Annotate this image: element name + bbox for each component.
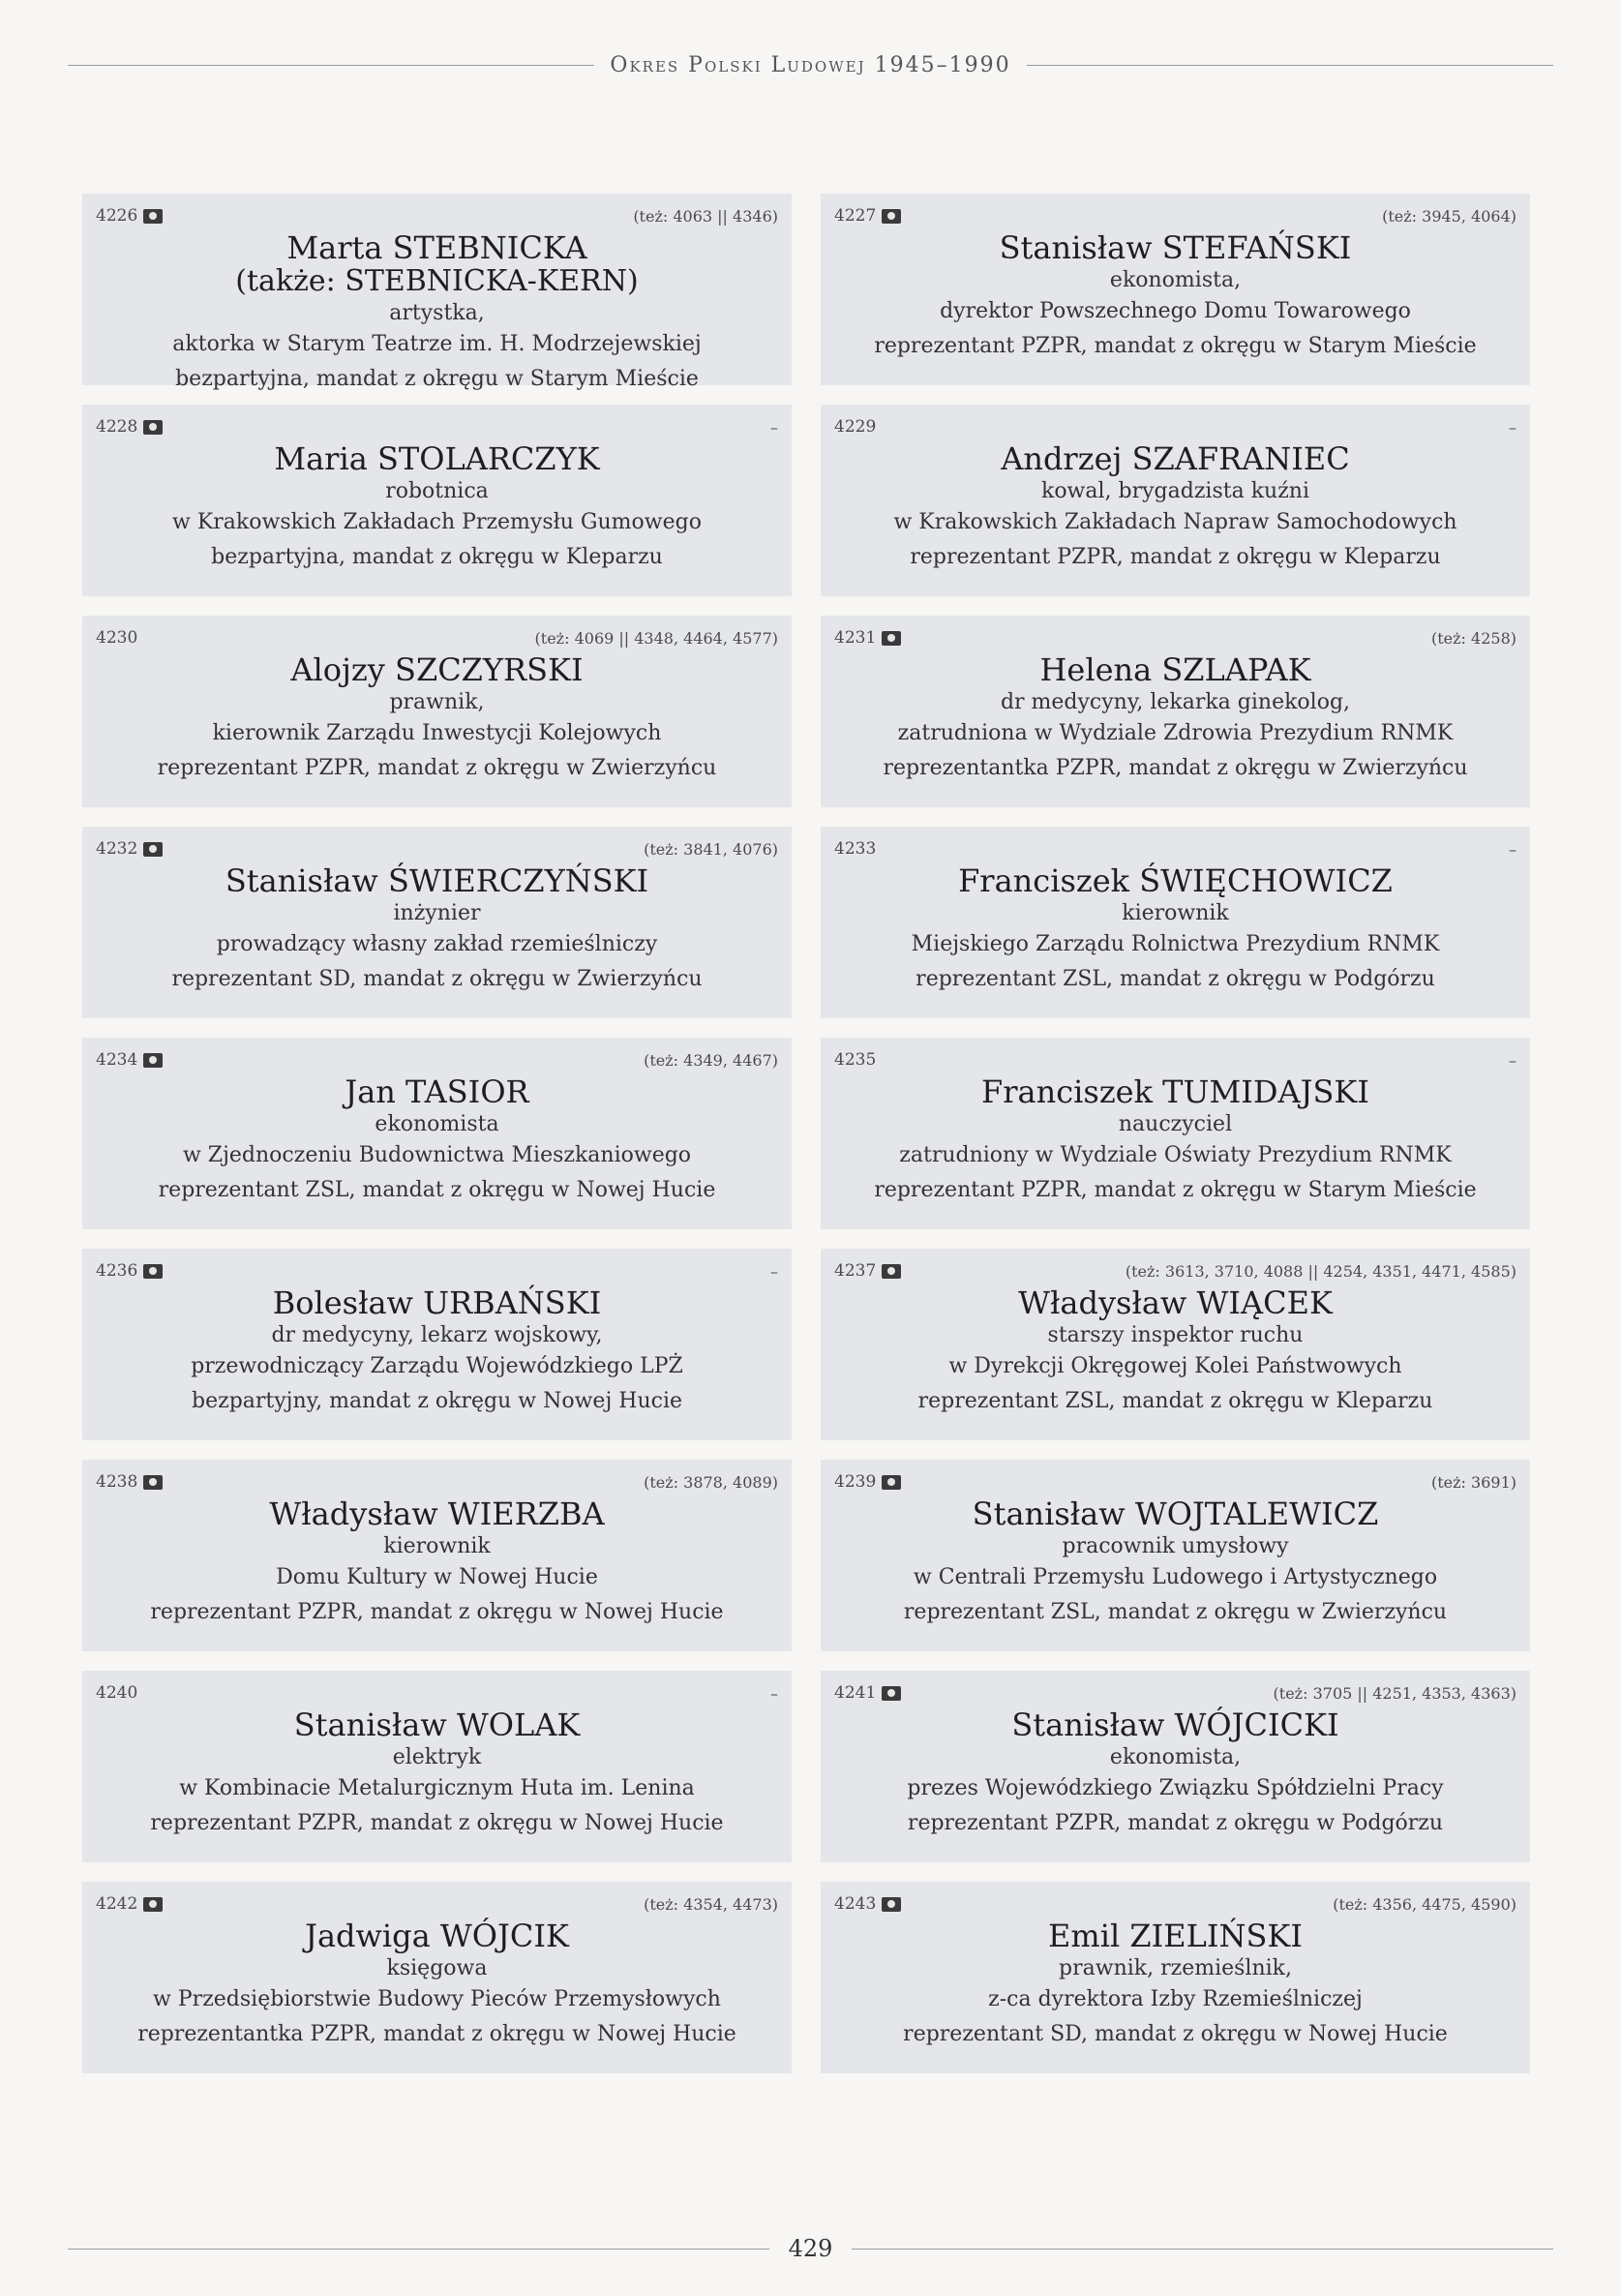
entry-top — [834, 1680, 1516, 1706]
entry-card — [82, 1038, 792, 1229]
entry-description-line: inżynier — [393, 901, 481, 925]
entry-description-line: starszy inspektor ruchu — [1047, 1323, 1304, 1347]
entry-top — [834, 414, 1516, 439]
entry-number — [96, 839, 163, 859]
entry-card — [821, 827, 1530, 1018]
entry-description-line: w Krakowskich Zakładach Przemysłu Gumowego — [172, 510, 702, 534]
entry-name: Marta STEBNICKA — [286, 229, 587, 266]
entry-description-line: nauczyciel — [1118, 1112, 1233, 1136]
entry-cross-reference: (też: 3705 || 4251, 4353, 4363) — [1273, 1683, 1516, 1703]
entry-description-line: przewodniczący Zarządu Wojewódzkiego LPŻ — [191, 1354, 683, 1378]
entry-cross-reference: (też: 4069 || 4348, 4464, 4577) — [534, 628, 778, 648]
entry-description-line: w Kombinacie Metalurgicznym Huta im. Lenina — [179, 1776, 695, 1800]
entry-number-text: 4239 — [834, 1472, 877, 1492]
entry-card — [821, 1038, 1530, 1229]
entry-top — [96, 1680, 778, 1706]
entry-number — [96, 628, 137, 648]
entry-description-line: aktorka w Starym Teatrze im. H. Modrzejewskiej — [172, 332, 702, 356]
entry-number-text: 4227 — [834, 206, 877, 226]
entry-name: Alojzy SZCZYRSKI — [290, 651, 584, 688]
photo-icon — [882, 1264, 901, 1279]
entry-top — [96, 1258, 778, 1284]
entry-description-line: dr medycyny, lekarz wojskowy, — [271, 1323, 603, 1347]
entry-top — [834, 625, 1516, 650]
entry-name: Władysław WIĄCEK — [1018, 1284, 1333, 1321]
entry-card — [821, 405, 1530, 596]
entry-number-text: 4236 — [96, 1261, 138, 1281]
entry-description-line: z-ca dyrektora Izby Rzemieślniczej — [988, 1987, 1363, 2011]
entry-description-line: w Zjednoczeniu Budownictwa Mieszkaniowego — [182, 1143, 692, 1167]
entry-description-line: pracownik umysłowy — [1062, 1534, 1289, 1558]
entry-description-line: ekonomista — [375, 1112, 499, 1136]
entry-number-text: 4230 — [96, 628, 138, 648]
entry-top — [96, 1891, 778, 1917]
entry-number-text: 4235 — [834, 1050, 877, 1070]
entry-party-mandate: bezpartyjna, mandat z okręgu w Kleparzu — [211, 545, 663, 569]
entry-party-mandate: reprezentant ZSL, mandat z okręgu w Podgórzu — [916, 967, 1435, 991]
photo-icon — [143, 1264, 163, 1279]
entry-number — [834, 1472, 901, 1492]
entry-card — [82, 1460, 792, 1651]
entry-number-text: 4243 — [834, 1894, 877, 1914]
entry-number — [834, 839, 876, 859]
entry-name: Emil ZIELIŃSKI — [1048, 1918, 1303, 1954]
entry-card — [82, 194, 792, 391]
entry-description-line: kierownik — [383, 1534, 491, 1558]
entry-cross-reference: (też: 4349, 4467) — [644, 1050, 778, 1070]
photo-icon — [882, 1686, 901, 1701]
entry-party-mandate: reprezentant SD, mandat z okręgu w Zwierzyńcu — [171, 967, 703, 991]
running-header — [68, 50, 1553, 79]
entry-card — [821, 1882, 1530, 2073]
entry-party-mandate: bezpartyjna, mandat z okręgu w Starym Mieście — [175, 367, 699, 391]
entry-party-mandate: reprezentant PZPR, mandat z okręgu w Podgórzu — [907, 1811, 1444, 1835]
entry-card — [82, 616, 792, 807]
entry-name: Stanisław STEFAŃSKI — [999, 229, 1352, 266]
entry-party-mandate: reprezentant PZPR, mandat z okręgu w Kleparzu — [910, 545, 1441, 569]
photo-icon — [143, 420, 163, 435]
entry-top — [96, 1469, 778, 1495]
entry-name: Władysław WIERZBA — [269, 1495, 605, 1532]
entry-cross-reference: (też: 4258) — [1430, 628, 1516, 648]
entry-name: Stanisław WOJTALEWICZ — [972, 1495, 1379, 1532]
entry-card — [821, 1671, 1530, 1862]
entry-cross-reference: – — [770, 1261, 778, 1281]
entry-party-mandate: reprezentantka PZPR, mandat z okręgu w Zwierzyńcu — [883, 756, 1468, 780]
entry-card — [821, 194, 1530, 385]
entry-party-mandate: reprezentant PZPR, mandat z okręgu w Starym Mieście — [874, 334, 1477, 358]
entry-description-line: dyrektor Powszechnego Domu Towarowego — [940, 299, 1411, 323]
entry-party-mandate: reprezentant ZSL, mandat z okręgu w Nowej Hucie — [158, 1178, 716, 1202]
footer-rule-right — [852, 2249, 1553, 2250]
entry-number — [834, 628, 901, 648]
entry-name: Bolesław URBAŃSKI — [272, 1284, 602, 1321]
entry-alias: (także: STEBNICKA-KERN) — [235, 264, 639, 298]
entry-name: Franciszek TUMIDAJSKI — [981, 1073, 1369, 1110]
entry-top — [96, 836, 778, 861]
entry-number — [834, 206, 901, 226]
entry-card — [821, 1460, 1530, 1651]
entry-name: Jan TASIOR — [345, 1073, 529, 1110]
photo-icon — [143, 209, 163, 224]
entry-description-line: w Dyrekcji Okręgowej Kolei Państwowych — [948, 1354, 1402, 1378]
entry-top — [96, 1047, 778, 1072]
entry-number-text: 4233 — [834, 839, 877, 859]
entry-card — [821, 616, 1530, 807]
entry-party-mandate: reprezentant PZPR, mandat z okręgu w Nowej Hucie — [150, 1600, 724, 1624]
entry-description-line: dr medycyny, lekarka ginekolog, — [1000, 690, 1351, 714]
entry-top — [834, 203, 1516, 228]
entry-cross-reference: (też: 4063 || 4346) — [633, 206, 778, 226]
photo-icon — [882, 1475, 901, 1490]
entry-description-line: prowadzący własny zakład rzemieślniczy — [216, 932, 658, 956]
entry-cross-reference: (też: 3945, 4064) — [1382, 206, 1516, 226]
entry-description-line: zatrudniony w Wydziale Oświaty Prezydium RNMK — [899, 1143, 1452, 1167]
entry-description-line: ekonomista, — [1109, 268, 1242, 292]
entry-party-mandate: bezpartyjny, mandat z okręgu w Nowej Hucie — [192, 1389, 682, 1413]
entry-top — [834, 1047, 1516, 1072]
entry-card — [82, 1882, 792, 2073]
photo-icon — [143, 1475, 163, 1490]
entry-number-text: 4241 — [834, 1683, 877, 1703]
entry-number — [834, 1894, 901, 1914]
entry-description-line: prawnik, rzemieślnik, — [1059, 1956, 1292, 1980]
entries-grid — [82, 194, 1530, 2073]
entry-top — [834, 836, 1516, 861]
entry-cross-reference: – — [770, 1683, 778, 1703]
entry-top — [96, 414, 778, 439]
entry-party-mandate: reprezentant PZPR, mandat z okręgu w Starym Mieście — [874, 1178, 1477, 1202]
entry-number-text: 4231 — [834, 628, 877, 648]
entry-top — [834, 1258, 1516, 1284]
entry-number — [96, 1050, 163, 1070]
entry-description-line: w Przedsiębiorstwie Budowy Pieców Przemysłowych — [153, 1987, 721, 2011]
entry-cross-reference: (też: 3691) — [1430, 1472, 1516, 1492]
entry-top — [834, 1891, 1516, 1917]
photo-icon — [143, 1897, 163, 1912]
entry-card — [82, 1249, 792, 1440]
entry-number-text: 4242 — [96, 1894, 138, 1914]
entry-number — [834, 1261, 901, 1281]
entry-description-line: ekonomista, — [1109, 1745, 1242, 1769]
entry-number-text: 4226 — [96, 206, 138, 226]
entry-description-line: Miejskiego Zarządu Rolnictwa Prezydium RNMK — [911, 932, 1440, 956]
entry-number — [834, 1683, 901, 1703]
entry-description-line: w Krakowskich Zakładach Napraw Samochodowych — [893, 510, 1457, 534]
entry-party-mandate: reprezentant PZPR, mandat z okręgu w Nowej Hucie — [150, 1811, 724, 1835]
entry-name: Stanisław WOLAK — [293, 1707, 581, 1743]
entry-number — [96, 1472, 163, 1492]
entry-number — [96, 417, 163, 437]
entry-party-mandate: reprezentant ZSL, mandat z okręgu w Zwierzyńcu — [903, 1600, 1448, 1624]
entry-cross-reference: – — [1509, 1050, 1516, 1070]
entry-name: Franciszek ŚWIĘCHOWICZ — [958, 862, 1393, 899]
entry-cross-reference: (też: 3878, 4089) — [644, 1472, 778, 1492]
entry-number-text: 4229 — [834, 417, 877, 437]
entry-cross-reference: – — [770, 417, 778, 437]
entry-cross-reference: (też: 4354, 4473) — [644, 1894, 778, 1914]
entry-number-text: 4240 — [96, 1683, 138, 1703]
entry-description-line: prezes Wojewódzkiego Związku Spółdzielni Pracy — [907, 1776, 1444, 1800]
entry-number-text: 4228 — [96, 417, 138, 437]
entry-cross-reference: (też: 3841, 4076) — [644, 839, 778, 859]
header-rule-left — [68, 65, 594, 66]
header-title: Okres Polski Ludowej 1945–1990 — [610, 52, 1011, 77]
entry-cross-reference: – — [1509, 839, 1516, 859]
entry-name: Stanisław WÓJCICKI — [1011, 1707, 1339, 1743]
entry-name: Stanisław ŚWIERCZYŃSKI — [225, 862, 649, 899]
entry-description-line: artystka, — [389, 301, 485, 325]
entry-number — [96, 206, 163, 226]
entry-description-line: elektryk — [392, 1745, 482, 1769]
entry-number-text: 4237 — [834, 1261, 877, 1281]
entry-top — [96, 203, 778, 228]
entry-card — [82, 827, 792, 1018]
entry-number-text: 4238 — [96, 1472, 138, 1492]
entry-description-line: kowal, brygadzista kuźni — [1040, 479, 1310, 503]
footer-rule-left — [68, 2249, 769, 2250]
entry-number — [834, 417, 876, 437]
entry-description-line: kierownik — [1122, 901, 1229, 925]
entry-description-line: w Centrali Przemysłu Ludowego i Artystycznego — [913, 1565, 1438, 1589]
entry-description-line: robotnica — [385, 479, 489, 503]
entry-name: Jadwiga WÓJCIK — [305, 1918, 569, 1954]
entry-number-text: 4234 — [96, 1050, 138, 1070]
entry-description-line: prawnik, — [389, 690, 485, 714]
entry-name: Andrzej SZAFRANIEC — [1001, 440, 1350, 477]
entry-number-text: 4232 — [96, 839, 138, 859]
photo-icon — [882, 209, 901, 224]
entry-card — [821, 1249, 1530, 1440]
entry-description-line: kierownik Zarządu Inwestycji Kolejowych — [212, 721, 662, 745]
entry-number — [96, 1683, 137, 1703]
entry-party-mandate: reprezentant ZSL, mandat z okręgu w Kleparzu — [917, 1389, 1433, 1413]
entry-number — [96, 1894, 163, 1914]
entry-number — [96, 1261, 163, 1281]
header-rule-right — [1027, 65, 1553, 66]
entry-party-mandate: reprezentantka PZPR, mandat z okręgu w Nowej Hucie — [137, 2022, 736, 2046]
photo-icon — [882, 631, 901, 646]
entry-name: Maria STOLARCZYK — [274, 440, 600, 477]
entry-name: Helena SZLAPAK — [1039, 651, 1311, 688]
entry-cross-reference: – — [1509, 417, 1516, 437]
photo-icon — [143, 1053, 163, 1068]
entry-description-line: zatrudniona w Wydziale Zdrowia Prezydium RNMK — [897, 721, 1454, 745]
entry-description-line: księgowa — [386, 1956, 488, 1980]
entry-description-line: Domu Kultury w Nowej Hucie — [276, 1565, 598, 1589]
entry-cross-reference: (też: 3613, 3710, 4088 || 4254, 4351, 4471, 4585) — [1125, 1261, 1516, 1281]
entry-party-mandate: reprezentant PZPR, mandat z okręgu w Zwierzyńcu — [157, 756, 717, 780]
page-number: 429 — [788, 2235, 833, 2262]
photo-icon — [882, 1897, 901, 1912]
entry-top — [96, 625, 778, 650]
entry-number — [834, 1050, 876, 1070]
page-footer — [68, 2234, 1553, 2263]
entry-card — [82, 405, 792, 596]
entry-card — [82, 1671, 792, 1862]
entry-top — [834, 1469, 1516, 1495]
entry-party-mandate: reprezentant SD, mandat z okręgu w Nowej Hucie — [903, 2022, 1448, 2046]
photo-icon — [143, 842, 163, 857]
entry-cross-reference: (też: 4356, 4475, 4590) — [1333, 1894, 1516, 1914]
